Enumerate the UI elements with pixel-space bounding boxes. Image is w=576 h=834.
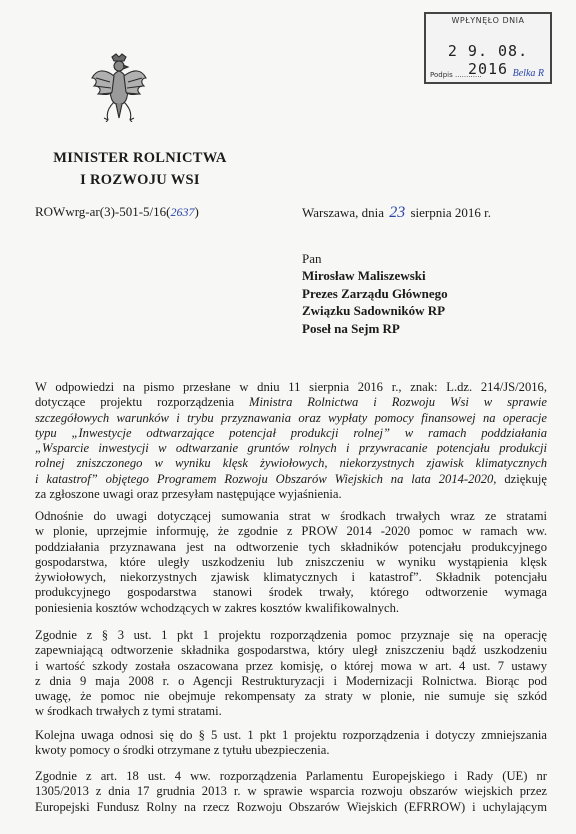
p3-line: uwagę, że pomoc nie obejmuje rekompensaty za straty w plonie, nie sumuje się szkód [35,689,547,704]
p1-line: W odpowiedzi na pismo przesłane w dniu 11 sierpnia 2016 r., znak: L.dz. 214/JS/2016, [35,380,547,394]
p3-line: Zgodnie z § 3 ust. 1 pkt 1 projektu rozporządzenia pomoc przyznaje się na operację [35,628,547,642]
stamp-sign-label: Podpis ............ [430,71,482,79]
p1-line: typu „Inwestycje odtwarzające potencjał produkcji rolnej” w ramach poddziałania [35,425,547,440]
stamp-date: 2 9. 08. 2016 [447,42,529,78]
ref-text: ROWwrg-ar(3)-501-5/16( [35,204,171,219]
ref-close: ) [194,204,199,219]
p1-line: za zgłoszone uwagi oraz przesyłam następujące wyjaśnienia. [35,487,342,502]
addressee-post: Poseł na Sejm RP [302,321,400,336]
p3-line: zapewniającą odtworzenie składnika gospodarstwa, który uległ zniszczeniu bądź uszkodzeniu [35,643,547,658]
ref-handwritten: 2637 [170,205,195,219]
place-day-handwritten: 23 [389,204,406,221]
addressee-salutation: Pan [302,251,322,266]
p2-line: Odnośnie do uwagi dotyczącej sumowania strat w środkach trwałych wraz ze stratami [35,509,547,523]
p2-line: poddziałania przyznawana jest na odtworzenie tych składników potencjału produkcyjnego [35,539,547,554]
p1-line: rolnej zniszczonego w wyniku klęsk żywiołowych, niekorzystnych zjawisk klimatycznych [35,456,547,471]
paragraph-4 [35,728,547,759]
p1-line: „Wsparcie inwestycji w odtwarzanie gruntów rolnych i przywracanie potencjału produkcji [35,441,547,456]
place-suffix: sierpnia 2016 r. [410,205,491,220]
p3-line: w środkach trwałych z tymi stratami. [35,704,222,719]
polish-eagle-emblem-icon [90,52,148,122]
minister-title-line1: MINISTER ROLNICTWA [53,150,227,166]
minister-title-line2: I ROZWOJU WSI [80,172,200,188]
addressee-role: Prezes Zarządu Głównego [302,286,448,301]
paragraph-3 [35,628,547,720]
received-stamp [424,12,552,84]
p2-line: żywiołowych, niekorzystnych zjawisk klimatycznych i katastrof”. Składnik potencjału [35,570,547,585]
p3-line: i wartość szkody została oszacowana przez komisję, o której mowa w art. 4 ust. 7 ustawy [35,658,547,673]
stamp-signature: Belka R [512,68,544,79]
p2-line: w plonie, uprzejmie informuję, że zgodnie z PROW 2014 -2020 pomoc w ramach ww. [35,524,547,539]
paragraph-5 [35,769,547,815]
addressee-name: Mirosław Maliszewski [302,268,426,283]
p2-line: produkcyjnego gospodarstwa stanowi środek trwały, którego odtworzenie wymaga [35,585,547,600]
p5-line: Europejski Fundusz Rolny na rzecz Rozwoju Obszarów Wiejskich (EFRROW) i uchylającym [35,799,547,814]
reference-number [35,204,199,220]
stamp-title: WPŁYNĘŁO DNIA [451,16,525,25]
paragraph-1 [35,380,547,502]
p1-line: szczegółowych warunków i trybu przyznawania oraz wypłaty pomocy finansowej na operacje [35,410,547,425]
p1-line: i katastrof” objętego Programem Rozwoju Obszarów Wiejskich na lata 2014-2020, dziękuję [35,471,547,486]
p4-line: kwoty pomocy o środki otrzymane z tytułu ubezpieczenia. [35,743,330,758]
p4-line: Kolejna uwaga odnosi się do § 5 ust. 1 pkt 1 projektu rozporządzenia i dotyczy zmniejszania [35,728,547,742]
p2-line: poniesienia kosztów wchodzących w zakres kosztów kwalifikowalnych. [35,600,400,615]
p1-line: dotyczące projektu rozporządzenia Ministra Rolnictwa i Rozwoju Wsi w sprawie [35,395,547,410]
paragraph-2 [35,509,547,616]
p3-line: z dnia 9 maja 2008 r. o Agencji Restrukturyzacji i Modernizacji Rolnictwa. Biorąc pod [35,673,547,688]
place-prefix: Warszawa, dnia [302,205,384,220]
addressee-org: Związku Sadowników RP [302,303,446,318]
p2-line: gospodarstwa, które uległy uszkodzeniu lub zniszczeniu w wyniku wystąpienia klęsk [35,554,547,569]
p5-line: 1305/2013 z dnia 17 grudnia 2013 r. w sprawie wsparcia rozwoju obszarów wiejskich przez [35,784,547,799]
place-date [302,204,491,222]
p5-line: Zgodnie z art. 18 ust. 4 ww. rozporządzenia Parlamentu Europejskiego i Rady (UE) nr [35,769,547,783]
